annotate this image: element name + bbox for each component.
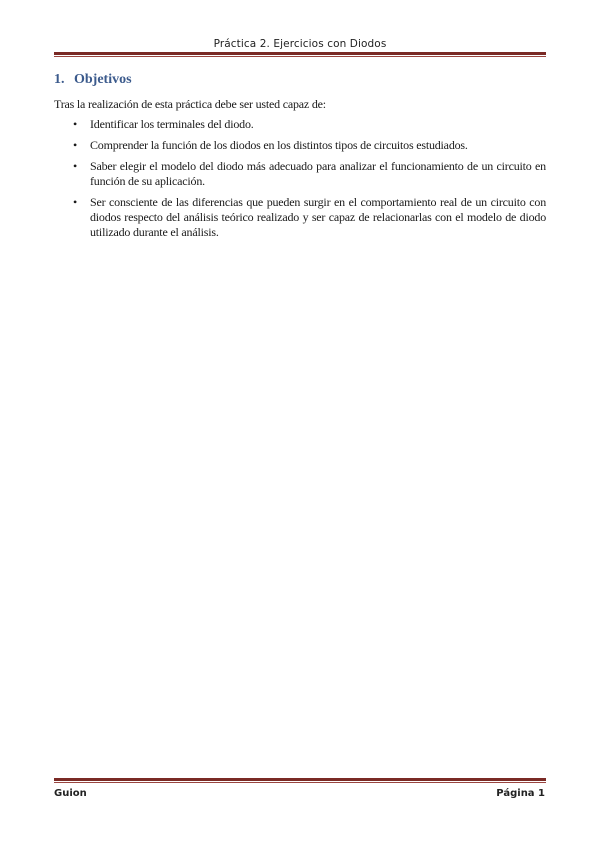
footer-rule-thin (54, 782, 546, 783)
list-item-text: Comprender la función de los diodos en los distintos tipos de circuitos estudiados. (90, 138, 468, 152)
section-number: 1. (54, 72, 65, 87)
page-header-title: Práctica 2. Ejercicios con Diodos (213, 38, 387, 50)
section-heading (54, 72, 132, 88)
header-rule-thin (54, 56, 546, 57)
bullet-icon: • (73, 117, 78, 131)
footer-document-label: Guion (54, 788, 87, 799)
footer-rule (54, 778, 546, 781)
list-item-text: Identificar los terminales del diodo. (90, 117, 254, 131)
list-item (54, 195, 546, 240)
list-item (54, 138, 546, 153)
objectives-list (54, 117, 546, 246)
list-item (54, 159, 546, 189)
list-item (54, 117, 546, 132)
section-title: Objetivos (74, 72, 132, 87)
bullet-icon: • (73, 138, 78, 152)
footer-page-number: Página 1 (496, 788, 545, 799)
list-item-text: Saber elegir el modelo del diodo más adecuado para analizar el funcionamiento de un circuito en función de su aplicación. (90, 159, 546, 188)
bullet-icon: • (73, 159, 78, 173)
intro-paragraph: Tras la realización de esta práctica debe ser usted capaz de: (54, 97, 326, 111)
bullet-icon: • (73, 195, 78, 209)
header-rule (54, 52, 546, 55)
list-item-text: Ser consciente de las diferencias que pueden surgir en el comportamiento real de un circuito con diodos respecto del análisis teórico realizado y ser capaz de relacionarlas con el modelo de diodo utilizado durante el análisis. (90, 195, 546, 239)
